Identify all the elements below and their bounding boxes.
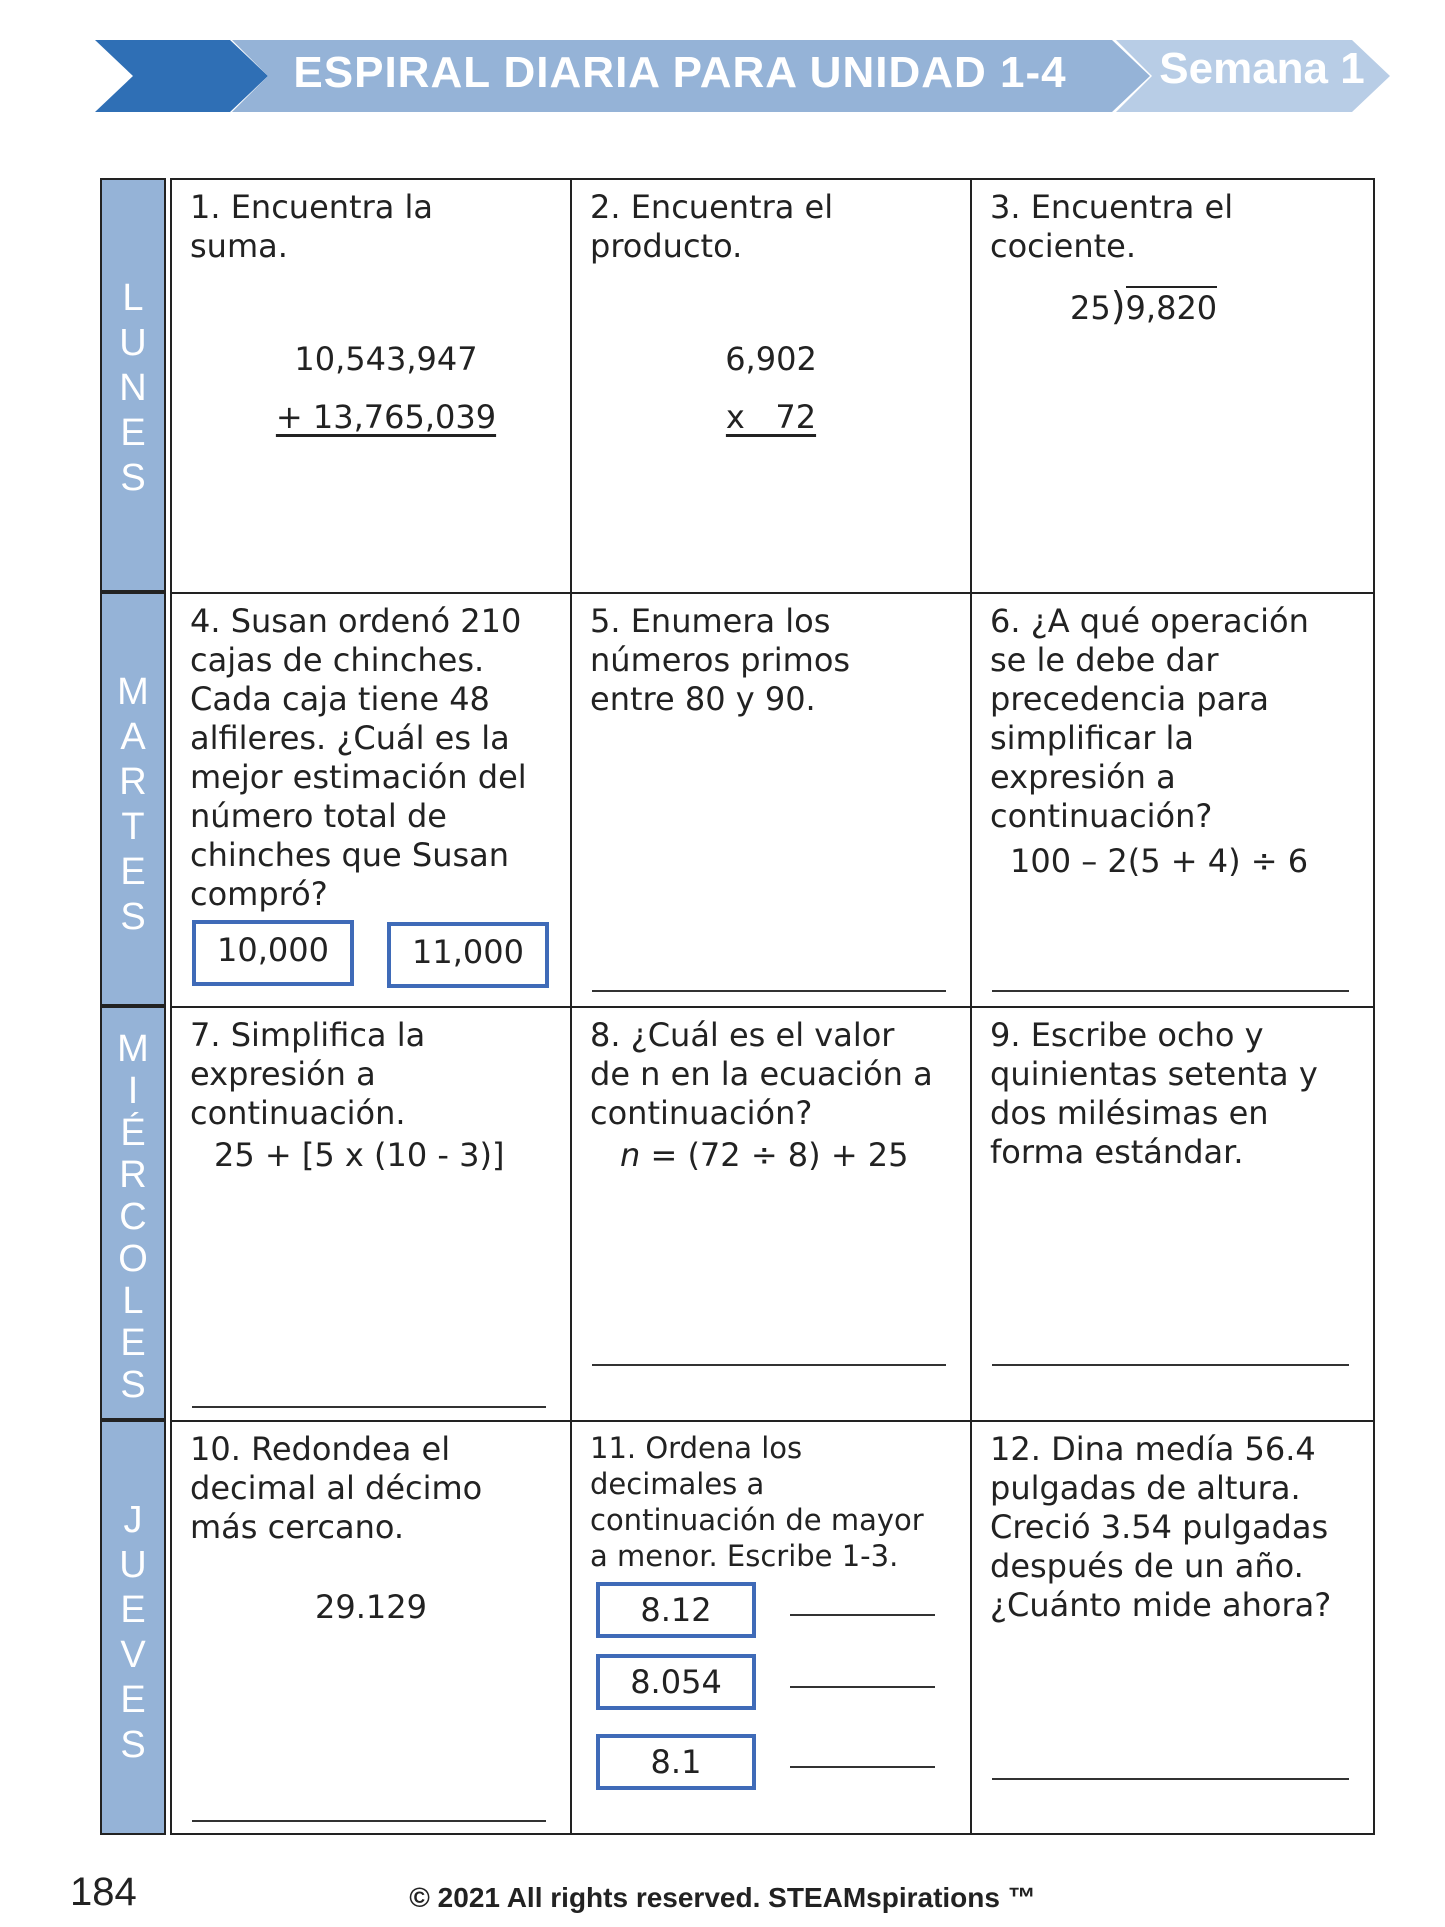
question-12-prompt: 12. Dina medía 56.4 pulgadas de altura. Creció 3.54 pulgadas después de un año. ¿Cuánto mide ahora? [990, 1430, 1332, 1624]
dividend: 9,820 [1126, 286, 1218, 327]
day-label-martes [100, 592, 166, 1006]
day-letter: L [122, 277, 144, 319]
question-3-cell [970, 178, 1375, 594]
day-letter: M [117, 1028, 149, 1070]
addend-1: 10,543,947 [294, 340, 478, 378]
addend-2: + 13,765,039 [275, 398, 497, 436]
question-7-cell [170, 1006, 572, 1422]
dark-arrow-shape [95, 40, 268, 112]
equation [620, 1136, 909, 1174]
question-6-prompt: 6. ¿A qué operación se le debe dar precedencia para simplificar la expresión a continuación? [990, 602, 1309, 835]
day-letter: T [121, 806, 145, 848]
day-letter: U [119, 1544, 147, 1586]
day-letter: E [120, 412, 146, 454]
question-1-cell [170, 178, 572, 594]
question-7-prompt: 7. Simplifica la expresión a continuación. [190, 1016, 426, 1132]
answer-option-2[interactable]: 11,000 [387, 922, 549, 988]
question-5-prompt: 5. Enumera los números primos entre 80 y 90. [590, 602, 851, 718]
long-division [1070, 284, 1217, 328]
day-letter: I [127, 1070, 139, 1112]
question-10-prompt: 10. Redondea el decimal al décimo más cercano. [190, 1430, 483, 1546]
decimal-box: 8.1 [596, 1734, 756, 1790]
day-letters [102, 276, 164, 501]
copyright-notice: © 2021 All rights reserved. STEAMspirations ™ [409, 1882, 1036, 1913]
day-letter: C [119, 1196, 147, 1238]
day-letters [102, 1498, 164, 1768]
day-letter: E [120, 1679, 146, 1721]
day-letters [102, 1028, 164, 1406]
decimal-value: 29.129 [315, 1588, 427, 1626]
week-label: Semana 1 [1159, 44, 1365, 93]
day-letter: U [119, 322, 147, 364]
day-letter: L [122, 1280, 144, 1322]
day-letter: O [118, 1238, 148, 1280]
day-letter: S [120, 1364, 146, 1406]
question-3-prompt: 3. Encuentra el cociente. [990, 188, 1234, 265]
expression: 25 + [5 x (10 - 3)] [214, 1136, 505, 1174]
answer-option-1[interactable]: 10,000 [192, 920, 354, 986]
page-number: 184 [70, 1870, 137, 1914]
question-5-cell [570, 592, 972, 1008]
question-1-prompt: 1. Encuentra la suma. [190, 188, 434, 265]
answer-line[interactable] [192, 1406, 546, 1408]
day-letter: E [120, 1322, 146, 1364]
day-letter: S [120, 896, 146, 938]
answer-line[interactable] [992, 1778, 1349, 1780]
decimal-box: 8.054 [596, 1654, 756, 1710]
rank-line[interactable] [790, 1766, 935, 1768]
day-letter: É [120, 1112, 146, 1154]
day-label-jueves [100, 1420, 166, 1835]
factor-2 [572, 398, 970, 436]
question-6-cell [970, 592, 1375, 1008]
question-4-prompt: 4. Susan ordenó 210 cajas de chinches. Cada caja tiene 48 alfileres. ¿Cuál es la mejor estimación del número total de chinches que Susan compró? [190, 602, 527, 913]
division-bracket: ) [1110, 284, 1126, 328]
day-letter: E [120, 1589, 146, 1631]
header-banner [0, 0, 1445, 130]
question-8-prompt: 8. ¿Cuál es el valor de n en la ecuación a continuación? [590, 1016, 933, 1132]
question-11-cell [570, 1420, 972, 1835]
question-9-cell [970, 1006, 1375, 1422]
day-letter: E [120, 851, 146, 893]
day-letter: V [120, 1634, 146, 1676]
day-letter: R [119, 1154, 147, 1196]
day-letter: S [120, 1724, 146, 1766]
day-label-miercoles [100, 1006, 166, 1420]
equation-rest: = (72 ÷ 8) + 25 [640, 1136, 909, 1174]
answer-line[interactable] [592, 1364, 946, 1366]
expression: 100 – 2(5 + 4) ÷ 6 [1010, 842, 1309, 880]
question-2-prompt: 2. Encuentra el producto. [590, 188, 834, 265]
decimal-box: 8.12 [596, 1582, 756, 1638]
day-letter: A [120, 716, 146, 758]
day-label-lunes [100, 178, 166, 592]
question-11-prompt: 11. Ordena los decimales a continuación de mayor a menor. Escribe 1-3. [590, 1431, 924, 1573]
divisor: 25 [1070, 289, 1111, 327]
rank-line[interactable] [790, 1686, 935, 1688]
question-2-cell [570, 178, 972, 594]
question-4-cell [170, 592, 572, 1008]
variable-n: n [620, 1136, 641, 1174]
question-12-cell [970, 1420, 1375, 1835]
rank-line[interactable] [790, 1614, 935, 1616]
answer-line[interactable] [192, 1820, 546, 1822]
factor-1: 6,902 [725, 340, 817, 378]
day-letter: R [119, 761, 147, 803]
answer-line[interactable] [592, 990, 946, 992]
day-letters [102, 670, 164, 940]
question-8-cell [570, 1006, 972, 1422]
question-10-cell [170, 1420, 572, 1835]
question-9-prompt: 9. Escribe ocho y quinientas setenta y dos milésimas en forma estándar. [990, 1016, 1318, 1171]
factor-2-text: x 72 [725, 398, 817, 436]
answer-line[interactable] [992, 1364, 1349, 1366]
answer-line[interactable] [992, 990, 1349, 992]
day-letter: N [119, 367, 147, 409]
day-letter: J [123, 1499, 143, 1541]
day-letter: S [120, 457, 146, 499]
day-letter: M [117, 671, 149, 713]
page-title: ESPIRAL DIARIA PARA UNIDAD 1-4 [293, 48, 1067, 97]
